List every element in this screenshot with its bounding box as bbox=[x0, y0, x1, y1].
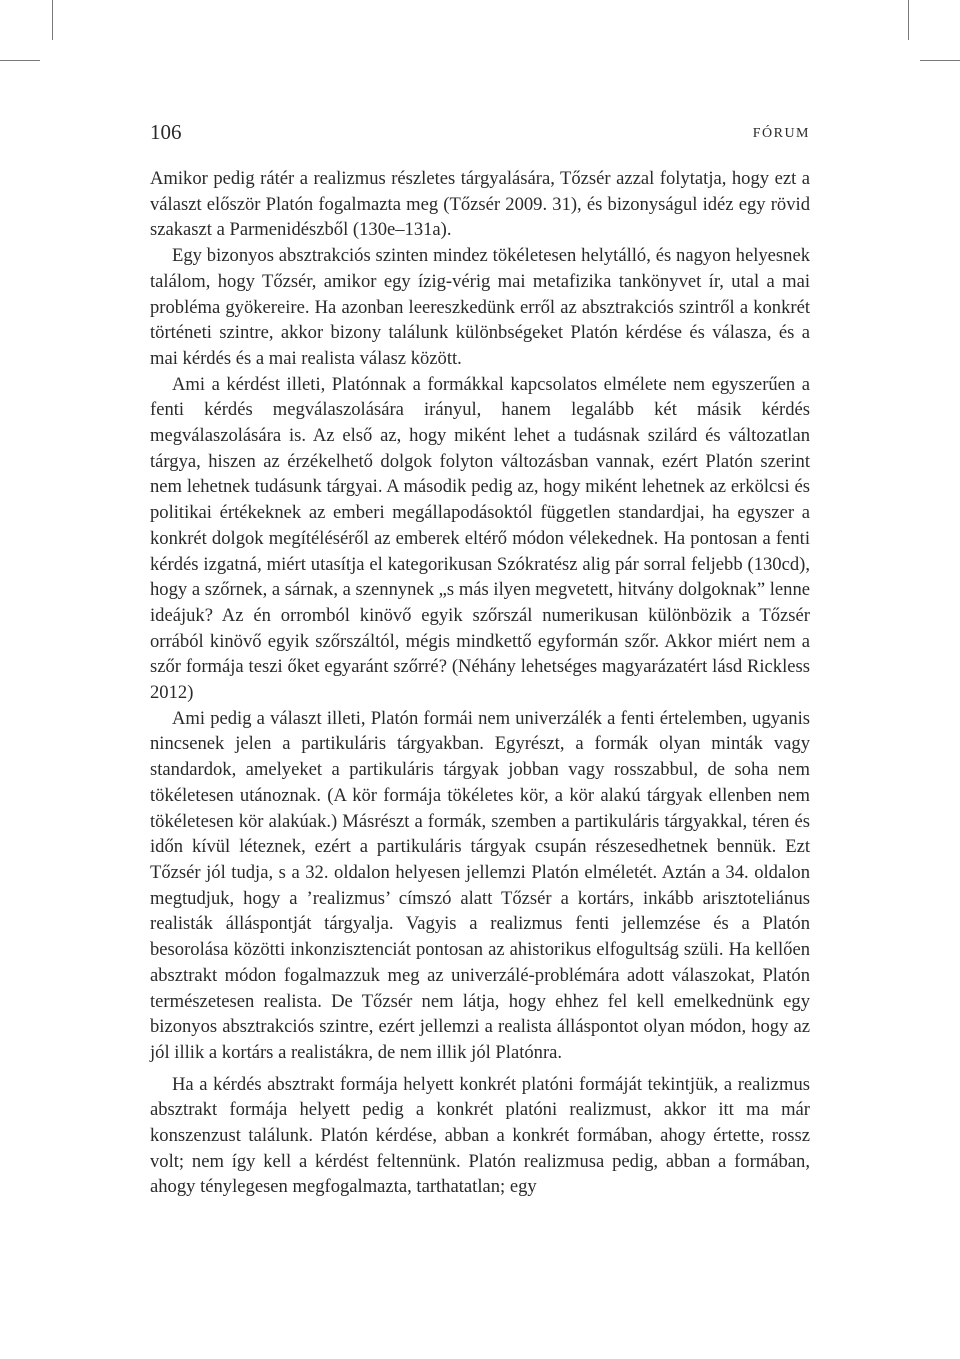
paragraph-5: Ha a kérdés absztrakt formája helyett konkrét platóni formáját tekintjük, a realizmus absztrakt formája helyett pedig a konkrét platóni realizmust, akkor itt ma már konszenzust találunk. Platón kérdése, abban a konkrét formában, ahogy értette, rossz volt; nem így kell a kérdést feltennünk. Platón realizmusa pedig, abban a formában, ahogy ténylegesen megfogalmazta, tarthatatlan; egy bbox=[150, 1073, 810, 1198]
crop-mark-right bbox=[908, 0, 909, 40]
paragraph-1: Amikor pedig rátér a realizmus részletes tárgyalására, Tőzsér azzal folytatja, hogy ezt a választ először Platón fogalmazta meg (Tőzsér 2009. 31), és bizonyságul idéz egy rövid szakaszt a Parmenidészből (130e–131a). bbox=[150, 168, 810, 241]
running-head: FÓRUM bbox=[752, 126, 810, 141]
paragraph-3: Ami a kérdést illeti, Platónnak a formákkal kapcsolatos elmélete nem egyszerűen a fenti kérdés megválaszolására irányul, hanem legalább két másik kérdés megválaszolására is. Az első az, hogy miként lehet a tudásnak szilárd és változatlan tárgya, hiszen az érzékelhető dolgok folyton változásban vannak, ezért Platón szerint nem lehetnek tudásunk tárgyai. A második pedig az, hogy miként lehetnek az erkölcsi és politikai értékeknek az emberi megállapodásoktól független standardjai, ha egyszer a konkrét dolgok megítéléséről az emberek eltérő módon vélekednek. Ha pontosan a fenti kérdés izgatná, miért utasítja el kategorikusan Szókratész alig pár sorral feljebb (130cd), hogy a szőrnek, a sárnak, a szennynek „s más ilyen megvetett, hitvány dolgoknak” lenne ideájuk? Az én orromból kinövő egyik szőrszál numerikusan különbözik a Tőzsér orrából kinövő egyik szőrszáltól, mégis mindkettő egyformán szőr. Akkor miért nem a szőr formája teszi őket egyaránt szőrré? (Néhány lehetséges magyarázatért lásd Rickless 2012) bbox=[150, 373, 810, 704]
crop-mark-left-horizontal bbox=[0, 60, 40, 61]
page-number: 106 bbox=[150, 120, 182, 144]
paragraph-4: Ami pedig a választ illeti, Platón formái nem univerzálék a fenti értelemben, ugyanis nincsenek jelen a partikuláris tárgyakban. Egyrészt, a formák olyan minták vagy standardok, amelyeket a partikuláris tárgyak jobban vagy rosszabbul, de soha nem tökéletesen utánoznak. (A kör formája tökéletes kör, a kör alakú tárgyak ellenben nem tökéletesen kör alakúak.) Másrészt a formák, szemben a partikuláris tárgyakkal, téren és időn kívül léteznek, ezért a partikuláris tárgyak csupán részesedhetnek bennük. Ezt Tőzsér jól tudja, s a 32. oldalon helyesen jellemzi Platón elméletét. Aztán a 34. oldalon megtudjuk, hogy a ’realizmus’ címszó alatt Tőzsér a kortárs, inkább arisztoteliánus realisták álláspontját tárgyalja. Vagyis a realizmus fenti jellemzése és a Platón besorolása közötti inkonzisztenciát pontosan az ahistorikus elfogultság szüli. Ha kellően absztrakt módon fogalmazzuk meg az univerzálé-problémára adott válaszokat, Platón természetesen realista. De Tőzsér nem látja, hogy ehhez fel kell emelkednünk egy bizonyos absztrakciós szintre, ezért jellemzi a realista álláspontot olyan módon, hogy az jól illik a kortárs a realistákra, de nem illik jól Platónra. bbox=[150, 707, 810, 1063]
crop-mark-right-horizontal bbox=[920, 60, 960, 61]
paragraph-2: Egy bizonyos absztrakciós szinten mindez tökéletesen helytálló, és nagyon helyesnek találom, hogy Tőzsér, amikor egy ízig-vérig mai metafizika tankönyvet ír, utal a mai probléma gyökereire. Ha azonban leereszkedünk erről az absztrakciós szintről a konkrét történeti szintre, akkor bizony találunk különbségeket Platón kérdése és válasza, és a mai kérdés és a mai realista válasz között. bbox=[150, 245, 810, 369]
crop-mark-left bbox=[52, 0, 53, 40]
article-body bbox=[150, 166, 810, 1200]
page-header bbox=[150, 120, 810, 150]
